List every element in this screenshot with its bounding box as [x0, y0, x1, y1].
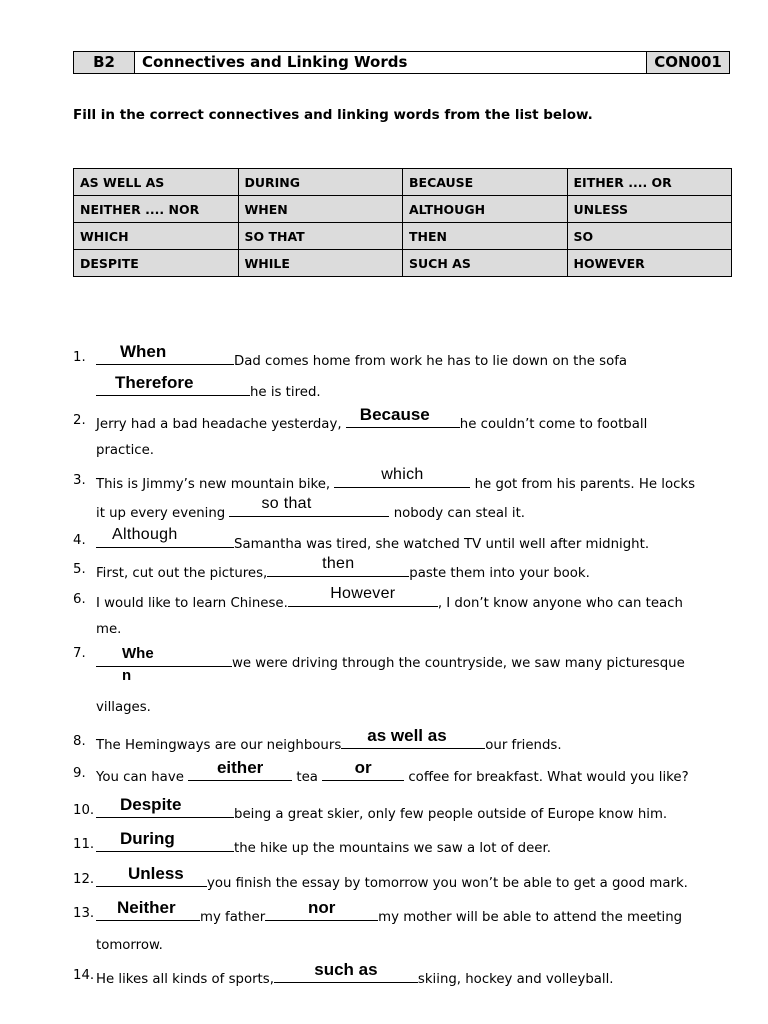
question-text: paste them into your book. [409, 566, 590, 581]
answer-blank[interactable] [229, 495, 389, 517]
question-2-line-1 [96, 405, 648, 433]
question-text: coffee for breakfast. What would you like? [408, 770, 689, 785]
question-number: 7. [73, 646, 86, 661]
word-cell: DESPITE [74, 250, 239, 277]
question-6-line-1 [96, 585, 683, 612]
answer-text: nor [307, 898, 336, 917]
answer-text: then [322, 555, 355, 572]
question-text: the hike up the mountains we saw a lot of deer. [234, 841, 551, 856]
question-3-line-1 [96, 466, 696, 493]
answer-blank[interactable] [334, 466, 470, 488]
question-text: skiing, hockey and volleyball. [417, 972, 614, 987]
question-7-line-1 [96, 645, 685, 672]
answer-text: Because [359, 405, 430, 424]
instruction-text: Fill in the correct connectives and linking words from the list below. [73, 107, 593, 123]
answer-text: When [120, 342, 167, 361]
worksheet-header [73, 51, 730, 74]
worksheet-code: CON001 [647, 52, 729, 73]
question-number: 10. [73, 803, 95, 818]
question-number: 3. [73, 473, 86, 488]
word-cell: SO THAT [238, 223, 403, 250]
question-number: 13. [73, 906, 95, 921]
question-number: 6. [73, 592, 86, 607]
question-5-line-1 [96, 555, 590, 582]
level-label: B2 [74, 52, 135, 73]
answer-blank[interactable] [341, 726, 485, 749]
question-number: 14. [73, 968, 95, 983]
word-cell: AS WELL AS [74, 169, 239, 196]
answer-blank[interactable] [96, 526, 234, 548]
answer-blank[interactable] [96, 373, 250, 396]
question-text: , I don’t know anyone who can teach [437, 596, 683, 611]
word-cell: SO [567, 223, 732, 250]
question-text: nobody can steal it. [393, 506, 526, 521]
question-number: 12. [73, 872, 95, 887]
word-cell: WHICH [74, 223, 239, 250]
question-text: The Hemingways are our neighbours [96, 738, 342, 753]
word-cell: WHEN [238, 196, 403, 223]
word-cell: NEITHER .... NOR [74, 196, 239, 223]
question-text: He likes all kinds of sports, [96, 972, 274, 987]
word-cell: DURING [238, 169, 403, 196]
answer-text: or [354, 758, 372, 777]
worksheet-title: Connectives and Linking Words [135, 52, 647, 73]
question-text: First, cut out the pictures, [96, 566, 268, 581]
word-cell: ALTHOUGH [403, 196, 568, 223]
table-row [74, 250, 732, 277]
table-row [74, 223, 732, 250]
word-cell: BECAUSE [403, 169, 568, 196]
question-text: we were driving through the countryside, we saw many picturesque [232, 656, 685, 671]
question-text: I would like to learn Chinese. [96, 596, 288, 611]
answer-text: Therefore [115, 373, 194, 392]
question-text: Samantha was tired, she watched TV until well after midnight. [234, 537, 650, 552]
word-cell: THEN [403, 223, 568, 250]
answer-blank[interactable] [96, 829, 234, 852]
question-text: This is Jimmy’s new mountain bike, [96, 477, 331, 492]
question-1-line-2 [96, 373, 321, 401]
question-text: he couldn’t come to football [459, 417, 648, 432]
question-number: 2. [73, 413, 86, 428]
question-14-line-1 [96, 960, 614, 988]
answer-text: Despite [120, 795, 182, 814]
answer-blank[interactable] [267, 555, 409, 577]
question-number: 9. [73, 766, 86, 781]
question-3-line-2 [96, 495, 526, 522]
question-4-line-1 [96, 526, 650, 553]
answer-text: During [120, 829, 175, 848]
answer-blank[interactable] [96, 342, 234, 365]
answer-text: so that [261, 495, 312, 512]
table-row [74, 196, 732, 223]
question-text: Dad comes home from work he has to lie down on the sofa [234, 354, 628, 369]
question-13-line-2: tomorrow. [96, 938, 163, 953]
answer-text: such as [314, 960, 378, 979]
question-number: 1. [73, 350, 86, 365]
answer-blank[interactable] [96, 795, 234, 818]
question-text: our friends. [485, 738, 562, 753]
answer-blank[interactable] [96, 645, 232, 667]
answer-blank[interactable] [96, 898, 200, 921]
answer-text: However [330, 585, 396, 602]
question-number: 4. [73, 533, 86, 548]
answer-text: Unless [128, 864, 184, 883]
answer-blank[interactable] [322, 758, 404, 781]
question-10-line-1 [96, 795, 668, 823]
question-text: he is tired. [250, 385, 321, 400]
question-7-line-2: villages. [96, 700, 151, 715]
answer-blank[interactable] [288, 585, 438, 607]
word-cell: HOWEVER [567, 250, 732, 277]
question-text: you finish the essay by tomorrow you won’t be able to get a good mark. [207, 876, 688, 891]
question-text: Jerry had a bad headache yesterday, [96, 417, 342, 432]
word-cell: UNLESS [567, 196, 732, 223]
question-number: 5. [73, 562, 86, 577]
question-text: my mother will be able to attend the meeting [378, 910, 683, 925]
answer-text: which [381, 466, 424, 483]
answer-text-wrap: n [122, 667, 132, 684]
answer-text: Whe [122, 645, 154, 662]
question-text: being a great skier, only few people outside of Europe know him. [234, 807, 668, 822]
answer-text: as well as [367, 726, 447, 745]
question-1-line-1 [96, 342, 628, 370]
question-12-line-1 [96, 864, 688, 892]
question-text: it up every evening [96, 506, 226, 521]
question-text: tea [296, 770, 318, 785]
question-number: 8. [73, 734, 86, 749]
word-list-table [73, 168, 732, 277]
question-2-line-2: practice. [96, 443, 154, 458]
question-11-line-1 [96, 829, 551, 857]
answer-blank[interactable] [274, 960, 418, 983]
answer-text: either [216, 758, 264, 777]
word-cell: EITHER .... OR [567, 169, 732, 196]
answer-text: Although [112, 526, 178, 543]
question-text: my father [200, 910, 266, 925]
question-text: he got from his parents. He locks [474, 477, 696, 492]
question-8-line-1 [96, 726, 562, 754]
question-9-line-1 [96, 758, 689, 786]
question-number: 11. [73, 837, 95, 852]
answer-text: Neither [117, 898, 176, 917]
answer-blank[interactable] [346, 405, 460, 428]
word-cell: WHILE [238, 250, 403, 277]
answer-blank[interactable] [188, 758, 292, 781]
table-row [74, 169, 732, 196]
question-13-line-1 [96, 898, 683, 926]
question-text: You can have [96, 770, 184, 785]
question-6-line-2: me. [96, 622, 122, 637]
answer-blank[interactable] [265, 898, 378, 921]
word-cell: SUCH AS [403, 250, 568, 277]
answer-blank[interactable] [96, 864, 207, 887]
